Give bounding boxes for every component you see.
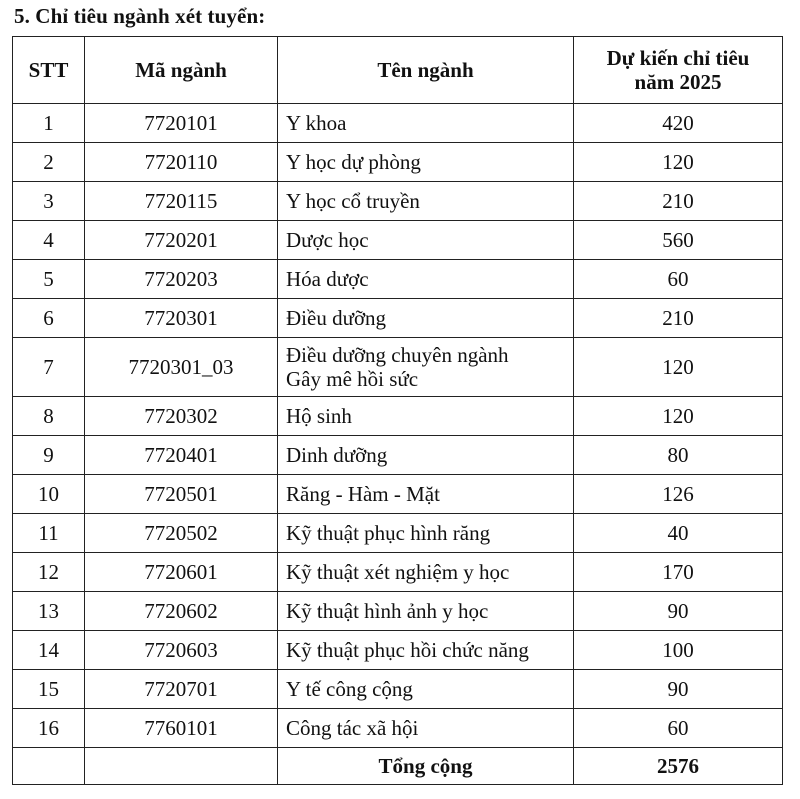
- header-quota-line1: Dự kiến chỉ tiêu: [606, 46, 750, 70]
- row-code: 7720301: [85, 299, 278, 338]
- row-stt: 8: [13, 397, 85, 436]
- row-code: 7720701: [85, 670, 278, 709]
- row-code: 7720201: [85, 221, 278, 260]
- row-name: Kỹ thuật xét nghiệm y học: [278, 553, 574, 592]
- row-code: 7720501: [85, 475, 278, 514]
- row-name: Công tác xã hội: [278, 709, 574, 748]
- header-stt: STT: [13, 37, 85, 104]
- row-name-line1: Điều dưỡng chuyên ngành: [286, 343, 509, 367]
- row-stt: 16: [13, 709, 85, 748]
- row-stt: 13: [13, 592, 85, 631]
- row-stt: 11: [13, 514, 85, 553]
- row-quota: 90: [574, 670, 783, 709]
- row-code: 7720401: [85, 436, 278, 475]
- table-row: [13, 436, 783, 475]
- total-row: [13, 748, 783, 785]
- header-name: Tên ngành: [278, 37, 574, 104]
- row-stt: 5: [13, 260, 85, 299]
- table-row: [13, 260, 783, 299]
- row-name: Kỹ thuật phục hồi chức năng: [278, 631, 574, 670]
- row-quota: 40: [574, 514, 783, 553]
- table-row: [13, 670, 783, 709]
- row-stt: 12: [13, 553, 85, 592]
- row-code: 7720110: [85, 143, 278, 182]
- total-code-empty: [85, 748, 278, 785]
- row-code: 7720602: [85, 592, 278, 631]
- row-stt: 1: [13, 104, 85, 143]
- row-code: 7720502: [85, 514, 278, 553]
- row-quota: 120: [574, 338, 783, 397]
- row-quota: 126: [574, 475, 783, 514]
- row-name: Y học cổ truyền: [278, 182, 574, 221]
- row-stt: 14: [13, 631, 85, 670]
- row-quota: 90: [574, 592, 783, 631]
- row-quota: 60: [574, 260, 783, 299]
- row-stt: 2: [13, 143, 85, 182]
- row-quota: 420: [574, 104, 783, 143]
- row-stt: 7: [13, 338, 85, 397]
- row-quota: 170: [574, 553, 783, 592]
- table-row: [13, 299, 783, 338]
- row-name: Y tế công cộng: [278, 670, 574, 709]
- table-row: [13, 553, 783, 592]
- table-row: [13, 709, 783, 748]
- row-stt: 4: [13, 221, 85, 260]
- header-quota: [574, 37, 783, 104]
- row-name: [278, 338, 574, 397]
- total-value: 2576: [574, 748, 783, 785]
- row-name: Y học dự phòng: [278, 143, 574, 182]
- table-row: [13, 592, 783, 631]
- row-quota: 120: [574, 143, 783, 182]
- row-code: 7720115: [85, 182, 278, 221]
- row-quota: 210: [574, 299, 783, 338]
- row-stt: 9: [13, 436, 85, 475]
- row-quota: 80: [574, 436, 783, 475]
- header-quota-line2: năm 2025: [634, 70, 722, 94]
- table-row: [13, 514, 783, 553]
- row-code: 7720603: [85, 631, 278, 670]
- row-name: Kỹ thuật hình ảnh y học: [278, 592, 574, 631]
- row-quota: 120: [574, 397, 783, 436]
- row-name: Răng - Hàm - Mặt: [278, 475, 574, 514]
- row-name: Hóa dược: [278, 260, 574, 299]
- row-name: Điều dưỡng: [278, 299, 574, 338]
- total-stt-empty: [13, 748, 85, 785]
- table-row: [13, 631, 783, 670]
- row-quota: 100: [574, 631, 783, 670]
- table-row: [13, 221, 783, 260]
- row-stt: 3: [13, 182, 85, 221]
- table-row: [13, 104, 783, 143]
- row-code: 7720601: [85, 553, 278, 592]
- row-code: 7720302: [85, 397, 278, 436]
- row-quota: 210: [574, 182, 783, 221]
- table-row: [13, 475, 783, 514]
- section-heading: 5. Chỉ tiêu ngành xét tuyển:: [14, 4, 266, 28]
- header-code: Mã ngành: [85, 37, 278, 104]
- table-row: [13, 182, 783, 221]
- table-row: [13, 143, 783, 182]
- row-name: Dược học: [278, 221, 574, 260]
- row-stt: 6: [13, 299, 85, 338]
- row-quota: 60: [574, 709, 783, 748]
- row-code: 7720301_03: [85, 338, 278, 397]
- row-code: 7720203: [85, 260, 278, 299]
- row-name: Dinh dưỡng: [278, 436, 574, 475]
- row-code: 7760101: [85, 709, 278, 748]
- table-row: [13, 338, 783, 397]
- row-name: Y khoa: [278, 104, 574, 143]
- row-code: 7720101: [85, 104, 278, 143]
- table-row: [13, 397, 783, 436]
- row-stt: 10: [13, 475, 85, 514]
- row-quota: 560: [574, 221, 783, 260]
- table-header-row: [13, 37, 783, 104]
- admission-quota-table: [12, 36, 783, 785]
- row-name: Hộ sinh: [278, 397, 574, 436]
- row-name-line2: Gây mê hồi sức: [286, 367, 419, 391]
- total-label: Tổng cộng: [278, 748, 574, 785]
- row-stt: 15: [13, 670, 85, 709]
- row-name: Kỹ thuật phục hình răng: [278, 514, 574, 553]
